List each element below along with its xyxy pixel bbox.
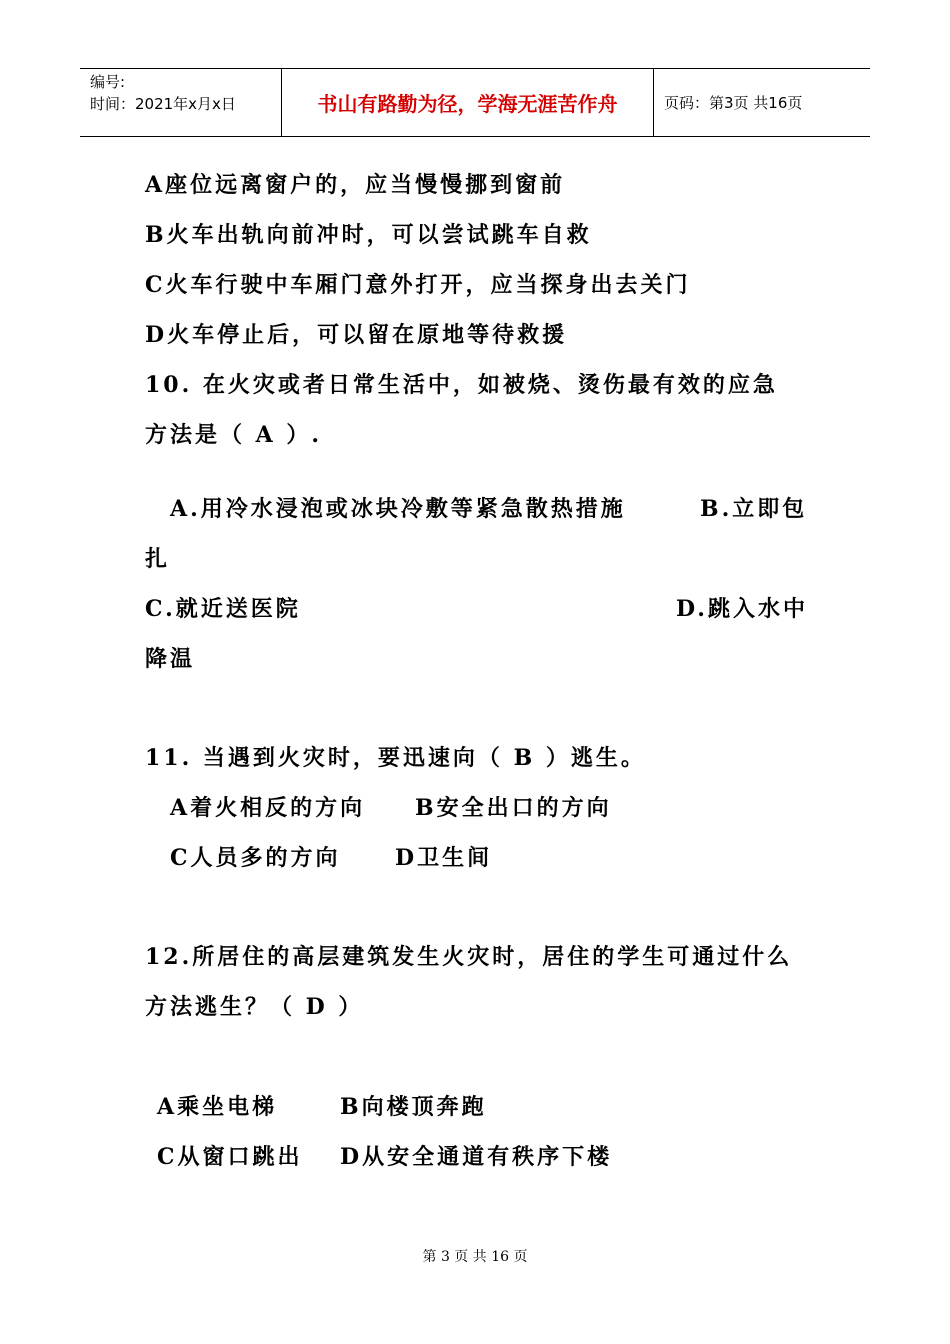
option-line: D火车停止后，可以留在原地等待救援: [145, 322, 568, 348]
option-line: A着火相反的方向: [170, 795, 366, 821]
option-line: A.用冷水浸泡或冰块冷敷等紧急散热措施: [170, 496, 626, 522]
time-label: 时间：2021年x月x日: [90, 95, 236, 113]
page-footer: 第 3 页 共 16 页: [422, 1249, 528, 1265]
option-line: B火车出轨向前冲时，可以尝试跳车自救: [145, 222, 592, 248]
header-meta: [80, 69, 282, 136]
option-line: C火车行驶中车厢门意外打开，应当探身出去关门: [145, 272, 691, 298]
header-motto: 书山有路勤为径，学海无涯苦作舟: [282, 69, 654, 136]
question-line: 12.所居住的高层建筑发生火灾时，居住的学生可通过什么: [145, 944, 793, 970]
number-label: 编号:: [90, 73, 126, 91]
option-line: D卫生间: [395, 845, 493, 871]
option-line: B向楼顶奔跑: [340, 1094, 487, 1120]
option-line: 扎: [145, 546, 171, 572]
option-line: A乘坐电梯: [157, 1094, 278, 1120]
option-line: D从安全通道有秩序下楼: [340, 1144, 613, 1170]
question-line: 方法逃生？（ D ）: [145, 994, 364, 1020]
question-line: 方法是（ A ）.: [145, 422, 323, 448]
option-line: C人员多的方向: [170, 845, 341, 871]
question-line: 10. 在火灾或者日常生活中，如被烧、烫伤最有效的应急: [145, 372, 778, 398]
option-line: B.立即包: [700, 496, 808, 522]
option-line: 降温: [145, 646, 196, 672]
option-line: D.跳入水中: [676, 596, 808, 622]
option-line: B安全出口的方向: [415, 795, 612, 821]
question-line: 11. 当遇到火灾时，要迅速向（ B ）逃生。: [145, 745, 646, 771]
option-line: C.就近送医院: [145, 596, 301, 622]
option-line: A座位远离窗户的，应当慢慢挪到窗前: [145, 172, 566, 198]
option-line: C从窗口跳出: [157, 1144, 303, 1170]
header-page-info: 页码：第3页 共16页: [664, 94, 803, 112]
page-header: [80, 68, 870, 137]
